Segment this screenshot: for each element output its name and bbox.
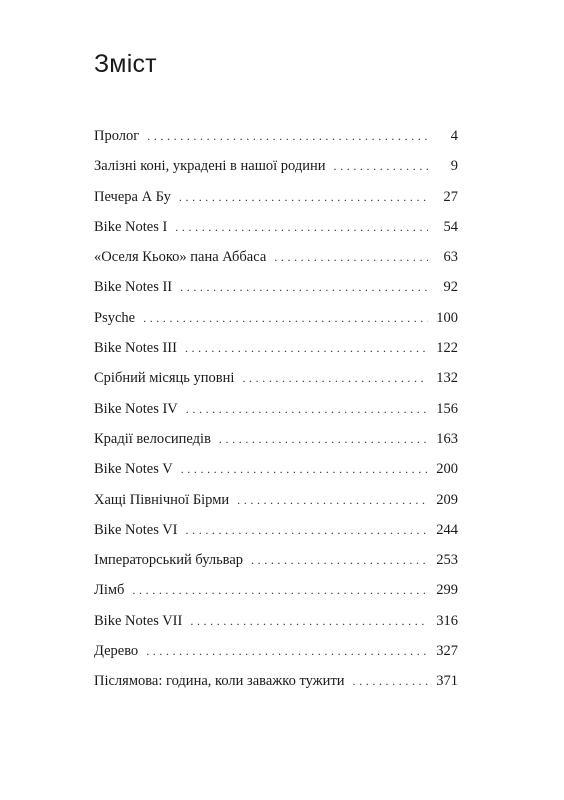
toc-entry bbox=[94, 454, 458, 484]
toc-page-number: 200 bbox=[436, 461, 458, 478]
toc-page-number: 163 bbox=[436, 430, 458, 447]
toc-entry-title: Крадії велосипедів bbox=[94, 430, 211, 447]
dot-leader bbox=[190, 606, 428, 636]
toc-entry-title: Залізні коні, украдені в нашої родини bbox=[94, 158, 326, 175]
toc-page-number: 209 bbox=[436, 491, 458, 508]
toc-entry bbox=[94, 606, 458, 636]
dot-leader bbox=[180, 272, 428, 302]
toc-entry bbox=[94, 424, 458, 454]
toc-page-number: 63 bbox=[443, 249, 458, 266]
toc-entry bbox=[94, 575, 458, 605]
toc-entry-title: Дерево bbox=[94, 643, 139, 660]
toc-page-number: 122 bbox=[436, 340, 458, 357]
toc-entry-title: Імператорський бульвар bbox=[94, 552, 244, 569]
dot-leader bbox=[147, 121, 428, 151]
dot-leader bbox=[186, 515, 428, 545]
toc-page-number: 299 bbox=[436, 582, 458, 599]
toc-page-number: 156 bbox=[436, 400, 458, 417]
toc-entry-title: Хащі Північної Бірми bbox=[94, 491, 230, 508]
toc-entry bbox=[94, 303, 458, 333]
toc-entry-title: Срібний місяць уповні bbox=[94, 370, 235, 387]
toc-entry bbox=[94, 121, 458, 151]
dot-leader bbox=[242, 363, 428, 393]
toc-page-number: 100 bbox=[436, 309, 458, 326]
toc-page-number: 9 bbox=[450, 158, 458, 175]
dot-leader bbox=[146, 636, 428, 666]
toc-entry bbox=[94, 182, 458, 212]
dot-leader bbox=[219, 424, 428, 454]
toc-page-number: 371 bbox=[436, 673, 458, 690]
dot-leader bbox=[251, 545, 428, 575]
toc-entry-title: Пролог bbox=[94, 128, 140, 144]
toc-entry bbox=[94, 333, 458, 363]
dot-leader bbox=[143, 303, 428, 333]
dot-leader bbox=[274, 242, 428, 272]
toc-page-number: 27 bbox=[443, 188, 458, 205]
toc-entry bbox=[94, 394, 458, 424]
toc-entry-title: Печера А Бу bbox=[94, 188, 171, 205]
toc-entry bbox=[94, 636, 458, 666]
toc-entry bbox=[94, 212, 458, 242]
dot-leader bbox=[353, 666, 428, 696]
toc-entry-title: Bike Notes I bbox=[94, 218, 168, 235]
toc-entry-title: Bike Notes II bbox=[94, 279, 173, 296]
toc-page-number: 316 bbox=[436, 612, 458, 629]
toc-entry bbox=[94, 272, 458, 302]
page-title: Зміст bbox=[94, 50, 157, 78]
toc-entry-title: Bike Notes IV bbox=[94, 400, 178, 417]
toc-entry bbox=[94, 151, 458, 181]
dot-leader bbox=[181, 454, 428, 484]
table-of-contents bbox=[94, 121, 458, 697]
toc-entry bbox=[94, 545, 458, 575]
toc-entry-title: Лімб bbox=[94, 582, 125, 599]
toc-entry bbox=[94, 242, 458, 272]
toc-entry-title: Післямова: година, коли заважко тужити bbox=[94, 673, 345, 690]
toc-entry-title: Bike Notes VI bbox=[94, 521, 178, 538]
toc-entry bbox=[94, 666, 458, 696]
toc-entry-title: Bike Notes V bbox=[94, 461, 173, 478]
dot-leader bbox=[334, 151, 428, 181]
toc-entry bbox=[94, 485, 458, 515]
toc-entry-title: Psyche bbox=[94, 309, 136, 326]
toc-entry bbox=[94, 363, 458, 393]
dot-leader bbox=[185, 333, 428, 363]
toc-entry bbox=[94, 515, 458, 545]
toc-entry-title: «Оселя Кьоко» пана Аббаса bbox=[94, 249, 267, 266]
toc-page-number: 327 bbox=[436, 643, 458, 660]
toc-page-number: 54 bbox=[443, 218, 458, 235]
toc-page-number: 132 bbox=[436, 370, 458, 387]
toc-page-number: 244 bbox=[436, 521, 458, 538]
toc-page-number: 4 bbox=[450, 128, 458, 144]
toc-entry-title: Bike Notes III bbox=[94, 340, 177, 357]
toc-entry-title: Bike Notes VII bbox=[94, 612, 183, 629]
toc-page-number: 253 bbox=[436, 552, 458, 569]
dot-leader bbox=[186, 394, 428, 424]
dot-leader bbox=[237, 485, 428, 515]
dot-leader bbox=[175, 212, 428, 242]
dot-leader bbox=[132, 575, 428, 605]
dot-leader bbox=[179, 182, 428, 212]
toc-page-number: 92 bbox=[443, 279, 458, 296]
